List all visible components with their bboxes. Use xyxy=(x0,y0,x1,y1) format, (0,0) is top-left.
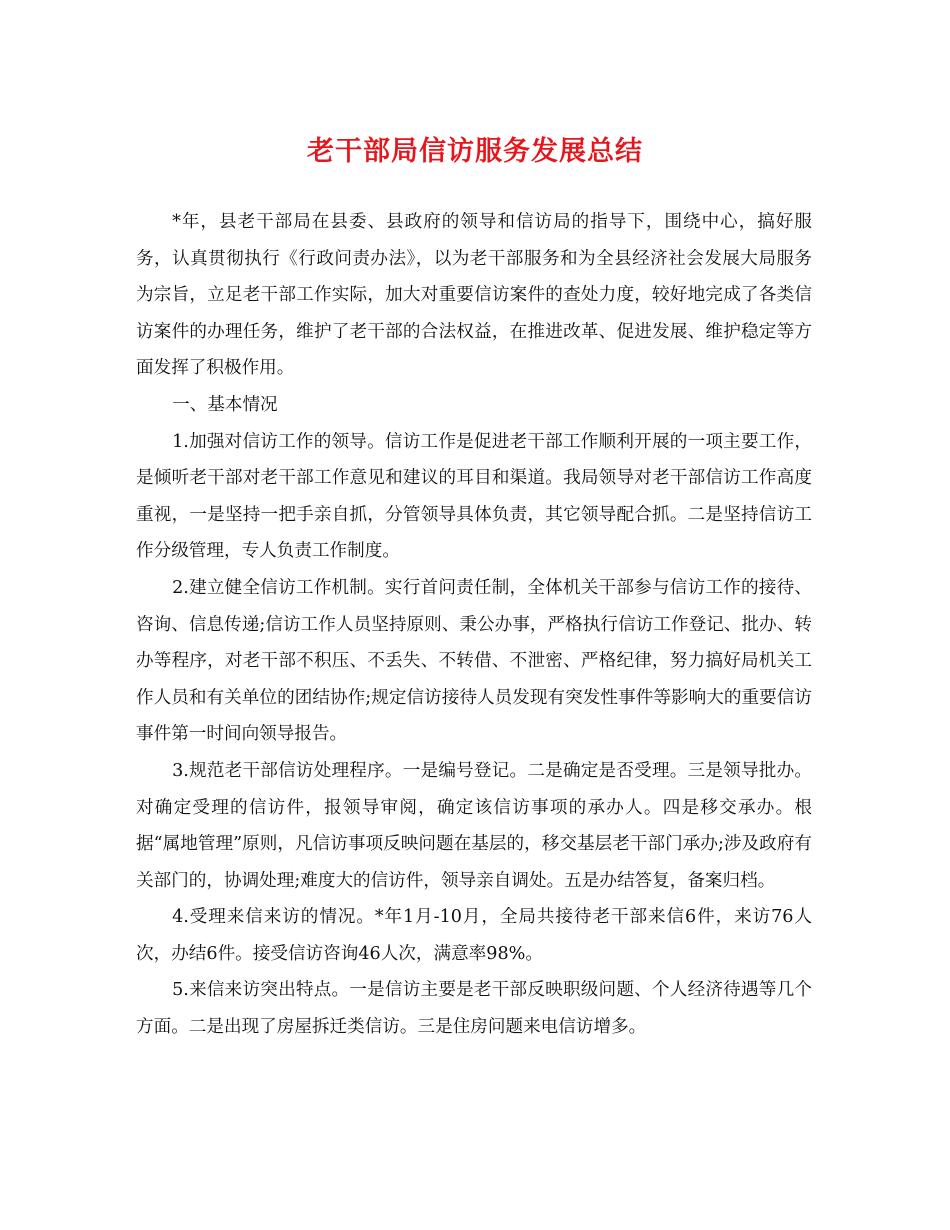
intro-paragraph: *年，县老干部局在县委、县政府的领导和信访局的指导下，围绕中心，搞好服务，认真贯彻执行《行政问责办法》，以为老干部服务和为全县经济社会发展大局服务为宗旨，立足老干部工作实际，加大对重要信访案件的查处力度，较好地完成了各类信访案件的办理任务，维护了老干部的合法权益，在推进改革、促进发展、维护稳定等方面发挥了积极作用。 xyxy=(136,212,812,379)
paragraph-item-3: 3.规范老干部信访处理程序。一是编号登记。二是确定是否受理。三是领导批办。对确定受理的信访件，报领导审阅，确定该信访事项的承办人。四是移交承办。根据“属地管理”原则，凡信访事项反映问题在基层的，移交基层老干部门承办;涉及政府有关部门的，协调处理;难度大的信访件，领导亲自调处。五是办结答复，备案归档。 xyxy=(136,760,812,891)
section-heading-basic-situation: 一、基本情况 xyxy=(172,394,278,415)
paragraph-item-5: 5.来信来访突出特点。一是信访主要是老干部反映职级问题、个人经济待遇等几个方面。二是出现了房屋拆迁类信访。三是住房问题来电信访增多。 xyxy=(136,980,812,1038)
document-title: 老干部局信访服务发展总结 xyxy=(307,136,643,167)
paragraph-item-2: 2.建立健全信访工作机制。实行首问责任制，全体机关干部参与信访工作的接待、咨询、信息传递;信访工作人员坚持原则、秉公办事，严格执行信访工作登记、批办、转办等程序，对老干部不积压、不丢失、不转借、不泄密、严格纪律，努力搞好局机关工作人员和有关单位的团结协作;规定信访接待人员发现有突发性事件等影响大的重要信访事件第一时间向领导报告。 xyxy=(136,577,812,745)
document-body xyxy=(136,204,812,1046)
paragraph-item-1: 1.加强对信访工作的领导。信访工作是促进老干部工作顺利开展的一项主要工作，是倾听老干部对老干部工作意见和建议的耳目和渠道。我局领导对老干部信访工作高度重视，一是坚持一把手亲自抓，分管领导具体负责，其它领导配合抓。二是坚持信访工作分级管理，专人负责工作制度。 xyxy=(136,431,812,562)
paragraph-item-4: 4.受理来信来访的情况。*年1月-10月，全局共接待老干部来信6件，来访76人次，办结6件。接受信访咨询46人次，满意率98%。 xyxy=(136,907,812,964)
